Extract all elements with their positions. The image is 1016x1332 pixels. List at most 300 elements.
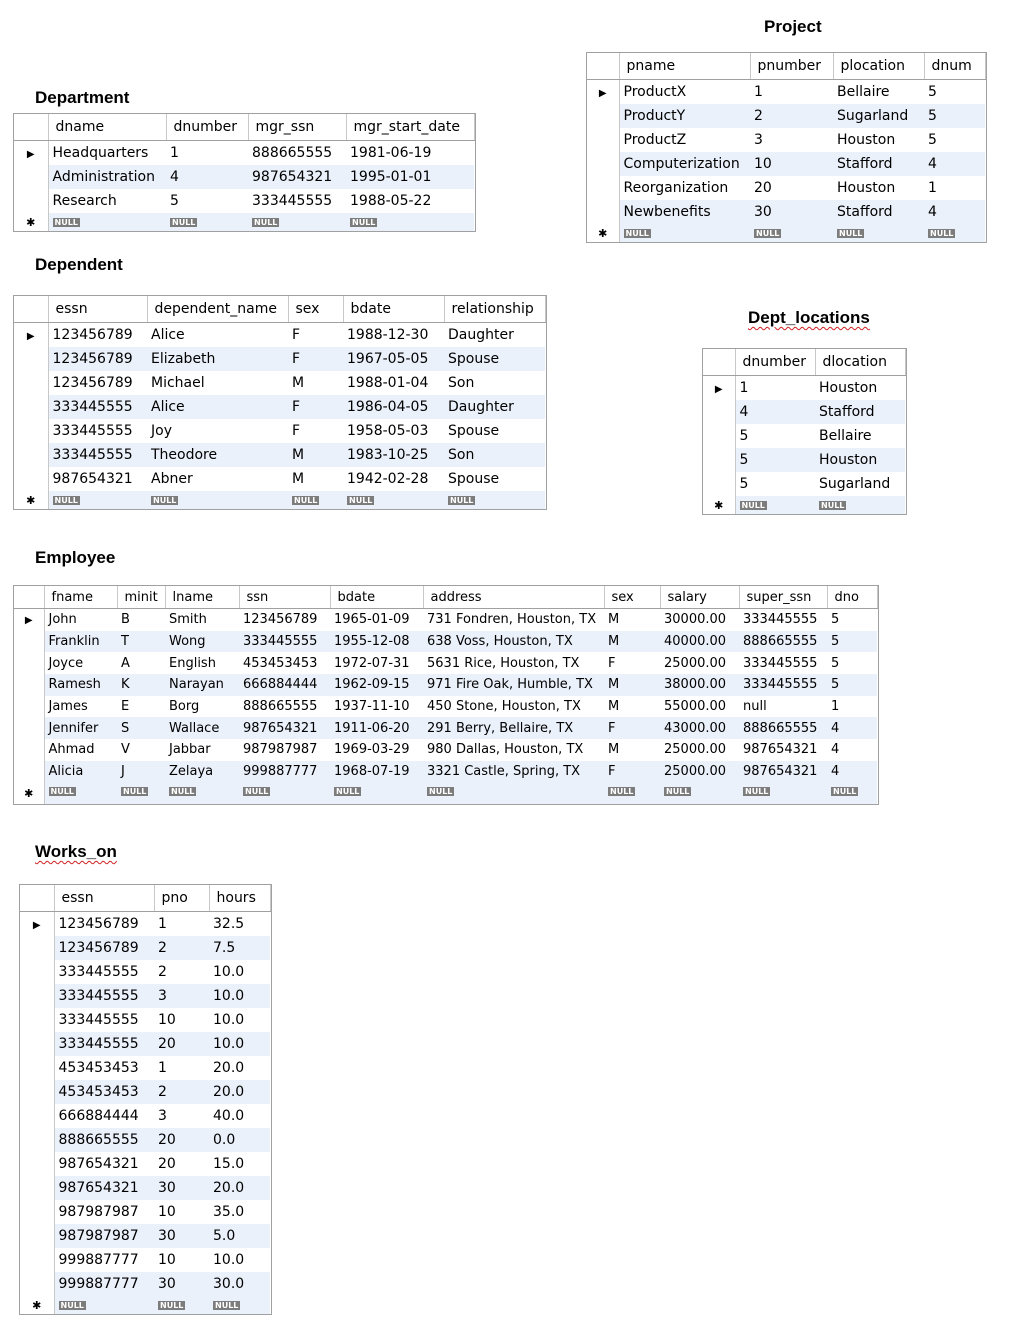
- grid-cell[interactable]: Spouse: [448, 471, 500, 487]
- grid-cell[interactable]: 3: [754, 132, 763, 148]
- grid-cell[interactable]: 123456789: [243, 612, 318, 628]
- grid-cell[interactable]: Houston: [819, 380, 878, 396]
- table-row[interactable]: [14, 165, 474, 189]
- grid-cell[interactable]: Stafford: [815, 400, 905, 424]
- grid-cell[interactable]: 333445555: [54, 1032, 154, 1056]
- table-row[interactable]: [20, 912, 270, 937]
- grid-cell[interactable]: 38000.00: [660, 674, 739, 696]
- grid-cell[interactable]: 5: [827, 631, 877, 653]
- table-row[interactable]: [20, 1152, 270, 1176]
- grid-cell[interactable]: 123456789: [52, 327, 133, 343]
- grid-cell[interactable]: Alice: [147, 395, 288, 419]
- grid-cell[interactable]: 987654321: [54, 1176, 154, 1200]
- grid-cell[interactable]: [166, 213, 248, 231]
- row-header[interactable]: [14, 717, 44, 739]
- grid-cell[interactable]: 40.0: [213, 1108, 245, 1124]
- grid-cell[interactable]: 5: [831, 655, 840, 671]
- dept-locations-corner-cell[interactable]: [703, 349, 735, 376]
- table-row[interactable]: [14, 652, 877, 674]
- grid-cell[interactable]: 2: [154, 1080, 209, 1104]
- row-header[interactable]: [703, 448, 735, 472]
- grid-cell[interactable]: Elizabeth: [147, 347, 288, 371]
- grid-cell[interactable]: 1983-10-25: [343, 443, 444, 467]
- row-header[interactable]: [14, 419, 48, 443]
- grid-cell[interactable]: 5: [928, 84, 937, 100]
- grid-cell[interactable]: Reorganization: [623, 180, 729, 196]
- grid-cell[interactable]: M: [604, 674, 660, 696]
- grid-cell[interactable]: 888665555: [739, 631, 827, 653]
- row-header[interactable]: [20, 1032, 54, 1056]
- table-row[interactable]: [14, 467, 545, 491]
- grid-cell[interactable]: 987987987: [58, 1204, 139, 1220]
- grid-cell[interactable]: Jabbar: [169, 742, 211, 758]
- grid-cell[interactable]: 1958-05-03: [347, 423, 429, 439]
- table-row[interactable]: [20, 1032, 270, 1056]
- grid-cell[interactable]: [248, 213, 346, 231]
- grid-cell[interactable]: 4: [827, 761, 877, 783]
- row-header[interactable]: [14, 631, 44, 653]
- grid-cell[interactable]: [833, 224, 924, 242]
- grid-cell[interactable]: 4: [924, 152, 985, 176]
- grid-cell[interactable]: [288, 491, 343, 509]
- row-header[interactable]: [14, 347, 48, 371]
- row-header[interactable]: [14, 696, 44, 718]
- table-row[interactable]: [20, 1224, 270, 1248]
- table-row[interactable]: [14, 419, 545, 443]
- row-header[interactable]: [20, 984, 54, 1008]
- grid-cell[interactable]: 666884444: [58, 1108, 139, 1124]
- grid-cell[interactable]: ProductY: [619, 104, 750, 128]
- employee-column-header-bdate[interactable]: bdate: [330, 586, 423, 609]
- grid-cell[interactable]: A: [121, 655, 130, 671]
- grid-cell[interactable]: [604, 783, 660, 805]
- grid-cell[interactable]: 1965-01-09: [334, 612, 410, 628]
- grid-cell[interactable]: M: [608, 612, 620, 628]
- grid-cell[interactable]: 0.0: [209, 1128, 270, 1152]
- grid-cell[interactable]: F: [604, 761, 660, 783]
- department-corner-cell[interactable]: [14, 114, 48, 141]
- row-header[interactable]: [20, 1176, 54, 1200]
- project-column-header-pnumber[interactable]: pnumber: [750, 53, 833, 80]
- grid-cell[interactable]: 4: [924, 200, 985, 224]
- grid-cell[interactable]: [444, 491, 545, 509]
- table-row[interactable]: [703, 424, 905, 448]
- row-header[interactable]: [20, 1080, 54, 1104]
- dependent-column-header-sex[interactable]: sex: [288, 296, 343, 323]
- table-row[interactable]: [14, 717, 877, 739]
- department-column-header-mgr-start-date[interactable]: mgr_start_date: [346, 114, 474, 141]
- table-row[interactable]: [587, 80, 985, 105]
- table-row[interactable]: [703, 448, 905, 472]
- grid-cell[interactable]: [619, 224, 750, 242]
- grid-cell[interactable]: 30000.00: [664, 612, 727, 628]
- grid-cell[interactable]: Daughter: [444, 395, 545, 419]
- grid-cell[interactable]: 980 Dallas, Houston, TX: [427, 742, 584, 758]
- row-header[interactable]: [587, 200, 619, 224]
- grid-cell[interactable]: Administration: [48, 165, 166, 189]
- grid-cell[interactable]: 333445555: [252, 193, 333, 209]
- grid-cell[interactable]: 25000.00: [664, 655, 727, 671]
- grid-cell[interactable]: 1: [158, 916, 167, 932]
- grid-cell[interactable]: F: [288, 395, 343, 419]
- row-header[interactable]: [20, 1272, 54, 1296]
- grid-cell[interactable]: null: [743, 699, 767, 715]
- grid-cell[interactable]: 987654321: [52, 471, 133, 487]
- row-header[interactable]: [703, 424, 735, 448]
- grid-cell[interactable]: Joy: [151, 423, 172, 439]
- table-row[interactable]: [20, 1104, 270, 1128]
- table-row[interactable]: [20, 936, 270, 960]
- grid-cell[interactable]: Michael: [151, 375, 205, 391]
- new-row[interactable]: [20, 1296, 270, 1314]
- employee-column-header-super-ssn[interactable]: super_ssn: [739, 586, 827, 609]
- grid-cell[interactable]: Borg: [169, 699, 200, 715]
- grid-cell[interactable]: 731 Fondren, Houston, TX: [427, 612, 597, 628]
- grid-cell[interactable]: 20: [158, 1156, 176, 1172]
- grid-cell[interactable]: 999887777: [239, 761, 330, 783]
- grid-cell[interactable]: James: [48, 699, 88, 715]
- dept-locations-column-header-dnumber[interactable]: dnumber: [735, 349, 815, 376]
- dependent-result-grid[interactable]: [13, 295, 547, 510]
- grid-cell[interactable]: Stafford: [833, 152, 924, 176]
- grid-cell[interactable]: 10: [158, 1012, 176, 1028]
- table-row[interactable]: [14, 395, 545, 419]
- grid-cell[interactable]: Sugarland: [819, 476, 891, 492]
- grid-cell[interactable]: 32.5: [213, 916, 245, 932]
- employee-column-header-minit[interactable]: minit: [117, 586, 165, 609]
- grid-cell[interactable]: 333445555: [739, 674, 827, 696]
- row-header[interactable]: [20, 1104, 54, 1128]
- grid-cell[interactable]: 333445555: [743, 655, 818, 671]
- grid-cell[interactable]: 5: [924, 104, 985, 128]
- grid-cell[interactable]: 5: [735, 448, 815, 472]
- table-row[interactable]: [14, 371, 545, 395]
- grid-cell[interactable]: [54, 1296, 154, 1314]
- employee-column-header-salary[interactable]: salary: [660, 586, 739, 609]
- row-header[interactable]: [20, 1152, 54, 1176]
- grid-cell[interactable]: 5: [827, 674, 877, 696]
- grid-cell[interactable]: 333445555: [48, 395, 147, 419]
- grid-cell[interactable]: [48, 491, 147, 509]
- grid-cell[interactable]: 10.0: [209, 984, 270, 1008]
- grid-cell[interactable]: 1942-02-28: [347, 471, 429, 487]
- grid-cell[interactable]: Jennifer: [44, 717, 117, 739]
- grid-cell[interactable]: [735, 496, 815, 514]
- row-header[interactable]: [587, 80, 619, 105]
- grid-cell[interactable]: 10: [158, 1252, 176, 1268]
- grid-cell[interactable]: Alice: [151, 327, 185, 343]
- table-row[interactable]: [14, 609, 877, 631]
- grid-cell[interactable]: 453453453: [243, 655, 318, 671]
- grid-cell[interactable]: 2: [158, 964, 167, 980]
- grid-cell[interactable]: Bellaire: [837, 84, 890, 100]
- grid-cell[interactable]: M: [292, 375, 305, 391]
- grid-cell[interactable]: English: [169, 655, 216, 671]
- grid-cell[interactable]: 4: [166, 165, 248, 189]
- grid-cell[interactable]: [924, 224, 985, 242]
- row-header[interactable]: [14, 189, 48, 213]
- grid-cell[interactable]: 1986-04-05: [343, 395, 444, 419]
- row-header[interactable]: [14, 443, 48, 467]
- project-column-header-pname[interactable]: pname: [619, 53, 750, 80]
- grid-cell[interactable]: 987654321: [58, 1156, 139, 1172]
- row-header[interactable]: [14, 739, 44, 761]
- grid-cell[interactable]: 15.0: [213, 1156, 245, 1172]
- grid-cell[interactable]: 30: [154, 1176, 209, 1200]
- grid-cell[interactable]: 40000.00: [660, 631, 739, 653]
- grid-cell[interactable]: 123456789: [54, 936, 154, 960]
- grid-cell[interactable]: 333445555: [52, 423, 133, 439]
- grid-cell[interactable]: Houston: [815, 448, 905, 472]
- table-row[interactable]: [14, 761, 877, 783]
- grid-cell[interactable]: 4: [827, 717, 877, 739]
- row-header[interactable]: [587, 152, 619, 176]
- table-row[interactable]: [20, 1080, 270, 1104]
- row-header[interactable]: [703, 400, 735, 424]
- grid-cell[interactable]: Headquarters: [52, 145, 149, 161]
- grid-cell[interactable]: 5: [831, 612, 840, 628]
- row-header[interactable]: [20, 960, 54, 984]
- grid-cell[interactable]: 3: [154, 984, 209, 1008]
- grid-cell[interactable]: 1955-12-08: [330, 631, 423, 653]
- row-header[interactable]: [14, 761, 44, 783]
- grid-cell[interactable]: M: [292, 471, 305, 487]
- grid-cell[interactable]: 1988-12-30: [347, 327, 429, 343]
- new-row[interactable]: [14, 213, 474, 231]
- grid-cell[interactable]: [739, 783, 827, 805]
- grid-cell[interactable]: 7.5: [209, 936, 270, 960]
- grid-cell[interactable]: J: [117, 761, 165, 783]
- table-row[interactable]: [14, 347, 545, 371]
- row-header[interactable]: [14, 491, 48, 509]
- row-header[interactable]: [20, 1200, 54, 1224]
- grid-cell[interactable]: Stafford: [833, 200, 924, 224]
- grid-cell[interactable]: 333445555: [58, 964, 139, 980]
- grid-cell[interactable]: B: [121, 612, 130, 628]
- grid-cell[interactable]: 5: [739, 428, 749, 444]
- table-row[interactable]: [20, 1008, 270, 1032]
- grid-cell[interactable]: 5.0: [209, 1224, 270, 1248]
- employee-column-header-address[interactable]: address: [423, 586, 604, 609]
- grid-cell[interactable]: [815, 496, 905, 514]
- grid-cell[interactable]: Newbenefits: [619, 200, 750, 224]
- row-header[interactable]: [20, 1128, 54, 1152]
- project-column-header-dnum[interactable]: dnum: [924, 53, 985, 80]
- grid-cell[interactable]: F: [292, 423, 301, 439]
- grid-cell[interactable]: 43000.00: [660, 717, 739, 739]
- grid-cell[interactable]: 999887777: [54, 1272, 154, 1296]
- row-header[interactable]: [20, 1224, 54, 1248]
- grid-cell[interactable]: 1981-06-19: [350, 145, 432, 161]
- grid-cell[interactable]: 123456789: [52, 375, 133, 391]
- table-row[interactable]: [20, 1248, 270, 1272]
- grid-cell[interactable]: [117, 783, 165, 805]
- dependent-column-header-dependent-name[interactable]: dependent_name: [147, 296, 288, 323]
- row-header[interactable]: [20, 1296, 54, 1314]
- table-row[interactable]: [20, 1056, 270, 1080]
- grid-cell[interactable]: Spouse: [448, 423, 500, 439]
- grid-cell[interactable]: 4: [735, 400, 815, 424]
- grid-cell[interactable]: [48, 213, 166, 231]
- project-column-header-plocation[interactable]: plocation: [833, 53, 924, 80]
- table-row[interactable]: [20, 1200, 270, 1224]
- department-column-header-dname[interactable]: dname: [48, 114, 166, 141]
- grid-cell[interactable]: 333445555: [48, 443, 147, 467]
- grid-cell[interactable]: Son: [448, 375, 475, 391]
- grid-cell[interactable]: 987654321: [248, 165, 346, 189]
- grid-cell[interactable]: Wong: [165, 631, 239, 653]
- department-column-header-dnumber[interactable]: dnumber: [166, 114, 248, 141]
- department-column-header-mgr-ssn[interactable]: mgr_ssn: [248, 114, 346, 141]
- table-row[interactable]: [14, 631, 877, 653]
- grid-cell[interactable]: 1972-07-31: [334, 655, 410, 671]
- grid-cell[interactable]: Theodore: [147, 443, 288, 467]
- grid-cell[interactable]: 10: [158, 1204, 176, 1220]
- grid-cell[interactable]: ProductZ: [623, 132, 687, 148]
- grid-cell[interactable]: 123456789: [58, 916, 139, 932]
- grid-cell[interactable]: 1: [831, 699, 840, 715]
- grid-cell[interactable]: Bellaire: [819, 428, 872, 444]
- table-row[interactable]: [14, 696, 877, 718]
- grid-cell[interactable]: John: [48, 612, 77, 628]
- row-header[interactable]: [14, 467, 48, 491]
- dependent-column-header-bdate[interactable]: bdate: [343, 296, 444, 323]
- grid-cell[interactable]: M: [608, 742, 620, 758]
- new-row[interactable]: [703, 496, 905, 514]
- employee-column-header-sex[interactable]: sex: [604, 586, 660, 609]
- grid-cell[interactable]: 30: [154, 1272, 209, 1296]
- grid-cell[interactable]: F: [608, 655, 616, 671]
- grid-cell[interactable]: Abner: [151, 471, 193, 487]
- employee-column-header-lname[interactable]: lname: [165, 586, 239, 609]
- works-on-result-grid[interactable]: [19, 884, 272, 1315]
- grid-cell[interactable]: 25000.00: [664, 742, 727, 758]
- grid-cell[interactable]: Alicia: [44, 761, 117, 783]
- grid-cell[interactable]: 1911-06-20: [330, 717, 423, 739]
- new-row[interactable]: [14, 783, 877, 805]
- grid-cell[interactable]: E: [121, 699, 130, 715]
- works-on-column-header-hours[interactable]: hours: [209, 885, 270, 912]
- row-header[interactable]: [587, 224, 619, 242]
- grid-cell[interactable]: [154, 1296, 209, 1314]
- row-header[interactable]: [20, 1008, 54, 1032]
- grid-cell[interactable]: Franklin: [44, 631, 117, 653]
- grid-cell[interactable]: [423, 783, 604, 805]
- grid-cell[interactable]: 30: [750, 200, 833, 224]
- grid-cell[interactable]: 291 Berry, Bellaire, TX: [423, 717, 604, 739]
- table-row[interactable]: [587, 152, 985, 176]
- grid-cell[interactable]: 3: [158, 1108, 167, 1124]
- table-row[interactable]: [20, 1272, 270, 1296]
- grid-cell[interactable]: Zelaya: [165, 761, 239, 783]
- grid-cell[interactable]: [330, 783, 423, 805]
- row-header[interactable]: [14, 371, 48, 395]
- grid-cell[interactable]: 1937-11-10: [334, 699, 410, 715]
- grid-cell[interactable]: 20.0: [209, 1176, 270, 1200]
- grid-cell[interactable]: M: [608, 699, 620, 715]
- grid-cell[interactable]: [660, 783, 739, 805]
- grid-cell[interactable]: 638 Voss, Houston, TX: [423, 631, 604, 653]
- row-header[interactable]: [20, 912, 54, 937]
- table-row[interactable]: [20, 960, 270, 984]
- grid-cell[interactable]: 987987987: [54, 1224, 154, 1248]
- grid-cell[interactable]: 1962-09-15: [330, 674, 423, 696]
- grid-cell[interactable]: 2: [750, 104, 833, 128]
- grid-cell[interactable]: [343, 491, 444, 509]
- grid-cell[interactable]: 888665555: [739, 717, 827, 739]
- row-header[interactable]: [587, 104, 619, 128]
- grid-cell[interactable]: 20.0: [213, 1060, 245, 1076]
- grid-cell[interactable]: 20: [154, 1032, 209, 1056]
- grid-cell[interactable]: 30.0: [209, 1272, 270, 1296]
- project-corner-cell[interactable]: [587, 53, 619, 80]
- row-header[interactable]: [20, 936, 54, 960]
- grid-cell[interactable]: Wallace: [165, 717, 239, 739]
- grid-cell[interactable]: 10: [750, 152, 833, 176]
- grid-cell[interactable]: 10.0: [209, 1032, 270, 1056]
- grid-cell[interactable]: 453453453: [54, 1080, 154, 1104]
- table-row[interactable]: [20, 1128, 270, 1152]
- grid-cell[interactable]: 1988-05-22: [350, 193, 432, 209]
- grid-cell[interactable]: Son: [444, 443, 545, 467]
- grid-cell[interactable]: 55000.00: [664, 699, 727, 715]
- table-row[interactable]: [14, 323, 545, 348]
- grid-cell[interactable]: 1995-01-01: [346, 165, 474, 189]
- row-header[interactable]: [20, 1248, 54, 1272]
- table-row[interactable]: [587, 200, 985, 224]
- grid-cell[interactable]: 333445555: [239, 631, 330, 653]
- table-row[interactable]: [587, 176, 985, 200]
- new-row[interactable]: [14, 491, 545, 509]
- grid-cell[interactable]: 5: [739, 476, 749, 492]
- grid-cell[interactable]: T: [117, 631, 165, 653]
- row-header[interactable]: [14, 165, 48, 189]
- grid-cell[interactable]: Houston: [837, 180, 896, 196]
- grid-cell[interactable]: Sugarland: [833, 104, 924, 128]
- grid-cell[interactable]: Ramesh: [44, 674, 117, 696]
- row-header[interactable]: [14, 213, 48, 231]
- table-row[interactable]: [14, 674, 877, 696]
- grid-cell[interactable]: [165, 783, 239, 805]
- grid-cell[interactable]: ProductX: [623, 84, 687, 100]
- dependent-corner-cell[interactable]: [14, 296, 48, 323]
- grid-cell[interactable]: F: [288, 347, 343, 371]
- table-row[interactable]: [14, 443, 545, 467]
- row-header[interactable]: [14, 323, 48, 348]
- grid-cell[interactable]: 333445555: [54, 984, 154, 1008]
- table-row[interactable]: [14, 141, 474, 166]
- grid-cell[interactable]: Houston: [837, 132, 896, 148]
- grid-cell[interactable]: [209, 1296, 270, 1314]
- row-header[interactable]: [14, 783, 44, 805]
- grid-cell[interactable]: 888665555: [54, 1128, 154, 1152]
- row-header[interactable]: [14, 674, 44, 696]
- grid-cell[interactable]: Daughter: [448, 327, 514, 343]
- row-header[interactable]: [14, 141, 48, 166]
- grid-cell[interactable]: V: [121, 742, 130, 758]
- grid-cell[interactable]: 450 Stone, Houston, TX: [427, 699, 581, 715]
- dependent-column-header-relationship[interactable]: relationship: [444, 296, 545, 323]
- grid-cell[interactable]: 10.0: [213, 964, 245, 980]
- works-on-corner-cell[interactable]: [20, 885, 54, 912]
- grid-cell[interactable]: 4: [831, 742, 840, 758]
- grid-cell[interactable]: 25000.00: [660, 761, 739, 783]
- grid-cell[interactable]: 1968-07-19: [330, 761, 423, 783]
- row-header[interactable]: [14, 652, 44, 674]
- grid-cell[interactable]: 333445555: [58, 1012, 139, 1028]
- table-row[interactable]: [587, 104, 985, 128]
- grid-cell[interactable]: 333445555: [743, 612, 818, 628]
